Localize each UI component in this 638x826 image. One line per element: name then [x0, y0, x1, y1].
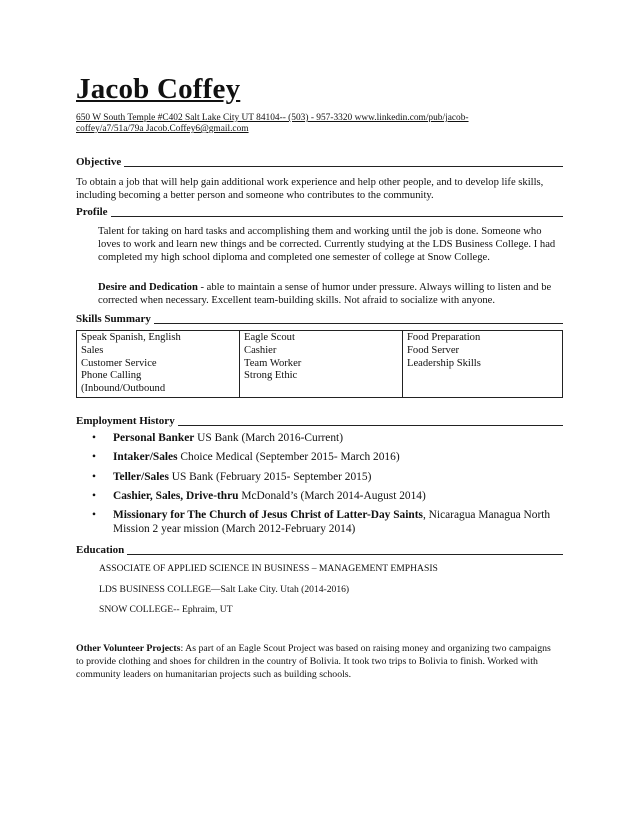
education-heading — [76, 544, 563, 557]
skill-item: Food Preparation — [407, 332, 481, 343]
employment-rule — [178, 425, 563, 426]
skill-item: Eagle Scout — [244, 332, 295, 343]
skill-item: Strong Ethic — [244, 370, 298, 382]
objective-rule — [124, 166, 563, 167]
profile-heading — [76, 206, 563, 219]
skill-item: Food Server — [407, 344, 460, 356]
skills-column-1 — [77, 331, 240, 397]
skill-item: (Inbound/Outbound — [81, 383, 166, 395]
objective-heading — [76, 156, 563, 169]
skills-table — [76, 330, 563, 398]
skill-item: Sales — [81, 344, 104, 356]
skill-item: Leadership Skills — [407, 357, 481, 369]
profile-paragraph-1: Talent for taking on hard tasks and accomplishing them and working until the job is done. Someone who loves to work and learn new things and be corrected. Currently studying at the LDS Business College. I had completed my high school diploma and completed one semester of college at Snow College. — [98, 226, 556, 263]
job-item — [92, 450, 562, 464]
job-title: Teller/Sales — [113, 470, 169, 483]
job-item — [92, 489, 562, 503]
job-title: Personal Banker — [113, 432, 195, 444]
skill-item: Phone Calling — [81, 370, 142, 382]
job-detail: US Bank (February 2015- September 2015) — [168, 470, 372, 483]
skills-column-2 — [240, 331, 403, 397]
employment-heading — [76, 415, 563, 428]
volunteer-projects — [76, 642, 556, 681]
skills-heading — [76, 313, 563, 326]
profile-rule — [111, 216, 563, 217]
profile-heading-label: Profile — [76, 206, 108, 218]
employment-list — [92, 431, 562, 541]
education-rule — [127, 554, 563, 555]
job-detail: , Nicaragua Managua North Mission 2 year mission (March 2012-February 2014) — [113, 509, 551, 536]
contact-info — [76, 113, 516, 135]
volunteer-label: Other Volunteer Projects — [76, 643, 181, 654]
education-school-1: LDS BUSINESS COLLEGE—Salt Lake City. Utah (2014-2016) — [99, 584, 350, 595]
education-degree: ASSOCIATE OF APPLIED SCIENCE IN BUSINESS – MANAGEMENT EMPHASIS — [99, 563, 438, 574]
job-title: Intaker/Sales — [113, 451, 178, 464]
job-item — [92, 470, 562, 484]
profile-paragraph-2-bold: Desire and Dedication — [98, 282, 198, 293]
contact-line-1: 650 W South Temple #C402 Salt Lake City UT 84104-- (503) - 957-3320 www.linkedin.com/pub/jacob- — [76, 113, 469, 123]
profile-paragraph-2 — [98, 281, 563, 307]
profile-paragraph-2-text: - able to maintain a sense of humor under pressure. Always willing to listen and be corrected when necessary. Excellent team-building skills. Not afraid to socialize with anyone. — [98, 282, 552, 306]
skill-item: Cashier — [244, 344, 277, 356]
skill-item: Customer Service — [81, 357, 157, 369]
job-title: Missionary for The Church of Jesus Christ of Latter-Day Saints — [113, 509, 423, 522]
skill-item: Team Worker — [244, 357, 302, 369]
job-detail: McDonald’s (March 2014-August 2014) — [238, 489, 426, 502]
objective-text: To obtain a job that will help gain additional work experience and help other people, and to develop life skills, including becoming a better person and someone who contributes to the community. — [76, 177, 544, 201]
education-school-2: SNOW COLLEGE-- Ephraim, UT — [99, 604, 233, 615]
candidate-name: Jacob Coffey — [76, 73, 241, 105]
education-heading-label: Education — [76, 544, 125, 556]
employment-heading-label: Employment History — [76, 415, 175, 427]
skills-column-3 — [403, 331, 562, 397]
skills-heading-label: Skills Summary — [76, 313, 151, 325]
job-item — [92, 431, 562, 445]
skill-item: Speak Spanish, English — [81, 332, 181, 343]
job-item — [92, 508, 562, 536]
job-detail: Choice Medical (September 2015- March 2016) — [177, 451, 400, 464]
volunteer-text: : As part of an Eagle Scout Project was based on raising money and organizing two campaigns to provide clothing and shoes for children in the country of Bolivia. It took two trips to Bolivia to finish. Worked with community leaders on humanitarian projects such as building schools. — [76, 643, 551, 680]
job-detail: US Bank (March 2016-Current) — [194, 432, 344, 444]
skills-rule — [154, 323, 563, 324]
job-title: Cashier, Sales, Drive-thru — [113, 489, 239, 502]
contact-line-2: coffey/a7/51a/79a Jacob.Coffey6@gmail.com — [76, 124, 249, 134]
objective-heading-label: Objective — [76, 156, 122, 168]
